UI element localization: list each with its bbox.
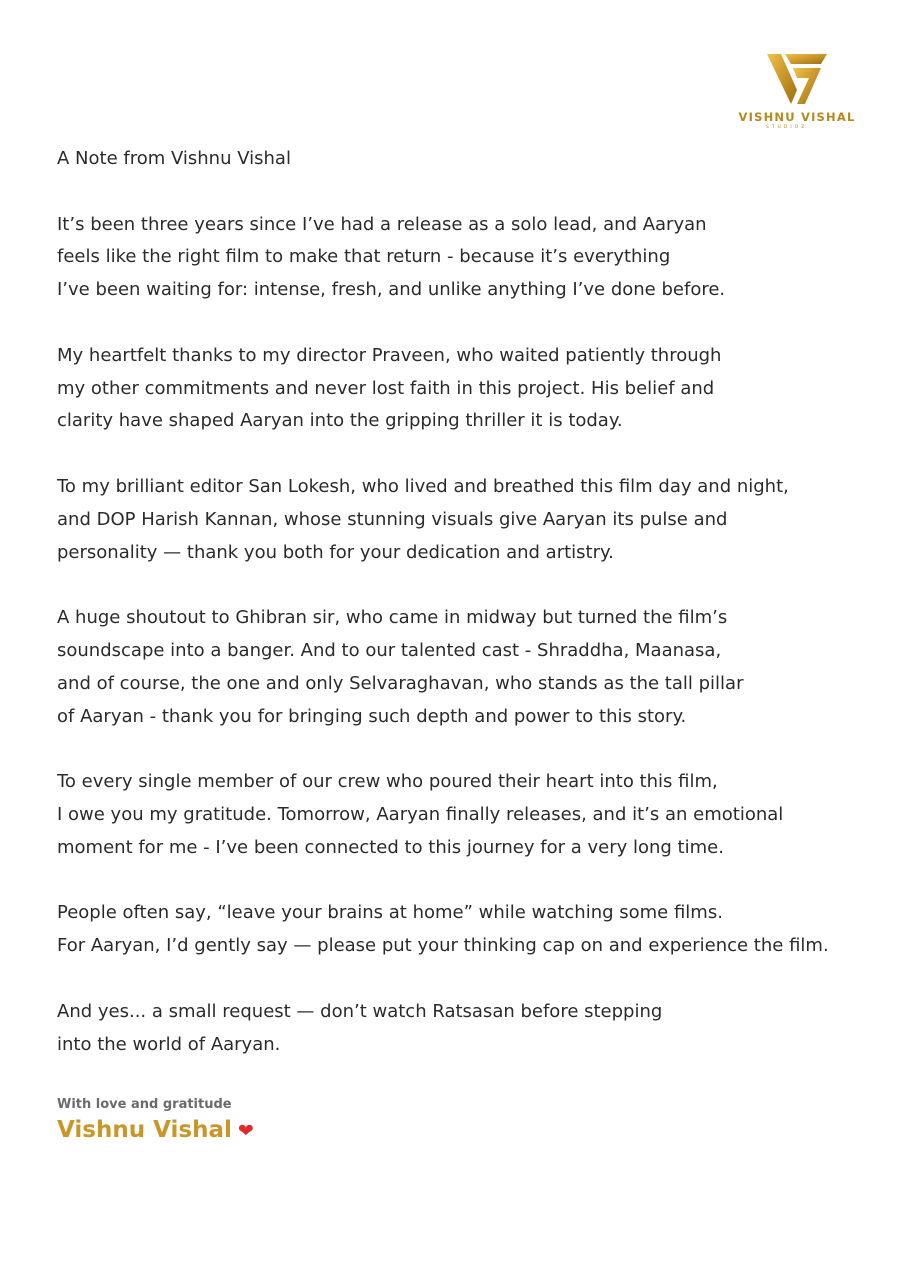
paragraph bbox=[57, 471, 887, 569]
paragraph-line: To every single member of our crew who poured their heart into this film, bbox=[57, 771, 718, 793]
heart-icon: ❤ bbox=[237, 1120, 254, 1142]
studio-logo bbox=[736, 52, 858, 136]
paragraph bbox=[57, 602, 887, 733]
paragraph-line: And yes... a small request — don’t watch Ratsasan before stepping bbox=[57, 1000, 663, 1022]
logo-subtitle: STUDIOZ bbox=[766, 125, 808, 130]
paragraph-line: I owe you my gratitude. Tomorrow, Aaryan finally releases, and it’s an emotional bbox=[57, 803, 784, 825]
paragraph bbox=[57, 766, 887, 864]
paragraph-line: People often say, “leave your brains at home” while watching some films. bbox=[57, 902, 723, 924]
paragraph-line: clarity have shaped Aaryan into the gripping thriller it is today. bbox=[57, 410, 623, 432]
paragraph-line: my other commitments and never lost faith in this project. His belief and bbox=[57, 377, 715, 399]
paragraph-line: For Aaryan, I’d gently say — please put your thinking cap on and experience the film. bbox=[57, 935, 829, 957]
signoff-lead: With love and gratitude bbox=[57, 1097, 232, 1112]
paragraph-line: To my brilliant editor San Lokesh, who lived and breathed this film day and night, bbox=[57, 475, 789, 497]
paragraph-line: personality — thank you both for your dedication and artistry. bbox=[57, 541, 614, 563]
letter-heading: A Note from Vishnu Vishal bbox=[57, 148, 291, 169]
paragraph-line: and of course, the one and only Selvaraghavan, who stands as the tall pillar bbox=[57, 672, 744, 694]
paragraph-line: moment for me - I’ve been connected to this journey for a very long time. bbox=[57, 836, 724, 858]
logo-wordmark: VISHNU VISHAL bbox=[738, 110, 856, 124]
paragraph-line: into the world of Aaryan. bbox=[57, 1033, 281, 1055]
paragraph bbox=[57, 209, 887, 307]
signoff bbox=[57, 1096, 254, 1146]
vv-monogram-icon bbox=[765, 52, 829, 108]
paragraph-line: feels like the right film to make that return - because it’s everything bbox=[57, 246, 671, 268]
paragraph bbox=[57, 340, 887, 438]
signature-name: Vishnu Vishal bbox=[57, 1117, 232, 1143]
paragraph-line: I’ve been waiting for: intense, fresh, and unlike anything I’ve done before. bbox=[57, 279, 726, 301]
paragraph-line: of Aaryan - thank you for bringing such depth and power to this story. bbox=[57, 705, 687, 727]
paragraph-line: My heartfelt thanks to my director Praveen, who waited patiently through bbox=[57, 344, 722, 366]
paragraph-line: It’s been three years since I’ve had a release as a solo lead, and Aaryan bbox=[57, 213, 707, 235]
paragraph bbox=[57, 996, 887, 1062]
paragraph bbox=[57, 897, 887, 963]
letter-body bbox=[57, 143, 887, 1061]
paragraph-line: and DOP Harish Kannan, whose stunning visuals give Aaryan its pulse and bbox=[57, 508, 728, 530]
paragraph-line: soundscape into a banger. And to our talented cast - Shraddha, Maanasa, bbox=[57, 639, 722, 661]
signature bbox=[57, 1114, 254, 1146]
paragraph-line: A huge shoutout to Ghibran sir, who came in midway but turned the film’s bbox=[57, 607, 728, 629]
